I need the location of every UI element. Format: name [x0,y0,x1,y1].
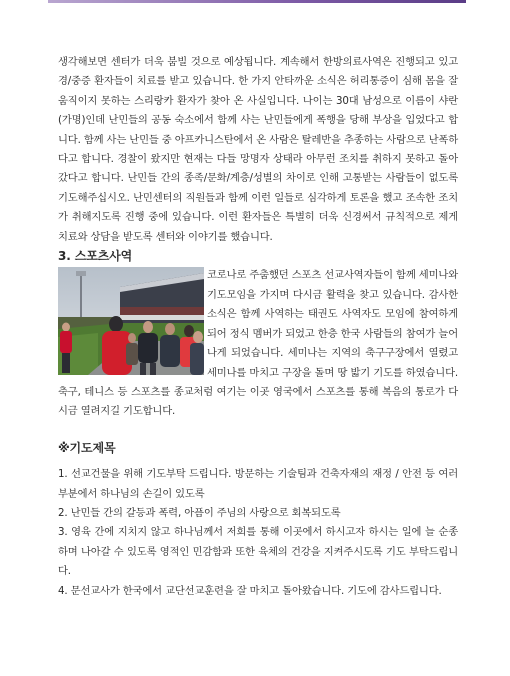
newsletter-page [58,53,458,601]
prayer-item: 2. 난민들 간의 갈등과 폭력, 아픔이 주님의 사랑으로 회복되도록 [58,506,341,519]
prayer-item: 3. 영육 간에 지치지 않고 하나님께서 저희를 통해 이곳에서 하시고자 하시는 일에 늘 순종하며 나아갈 수 있도록 영적인 민감함과 또한 육체의 건강을 지켜주시도록 기도 부탁드립니다. [58,526,458,578]
sports-paragraph: 코로나로 주춤했던 스포츠 선교사역자들이 함께 세미나와 기도모임을 가지며 다시금 활력을 찾고 있습니다. 감사한 소식은 함께 사역하는 태권도 사역자도 모임에 참여하게 되어 정식 멤버가 되었고 한층 한국 사람들의 참여가 늘어나게 되었습니다. 세미나는 지역의 축구구장에서 열렸고 세미나를 마치고 구장을 돌며 땅 밟기 기도를 하였습니다. 축구, 테니스 등 스포츠를 종교처럼 여기는 이곳 영국에서 스포츠를 통해 복음의 통로가 다시금 열려지길 기도합니다. [58,269,458,418]
prayer-item: 4. 문선교사가 한국에서 교단선교훈련을 잘 마치고 돌아왔습니다. 기도에 감사드립니다. [58,584,442,597]
prayer-requests-list [58,465,458,601]
header-accent-bar [48,0,466,3]
prayer-requests-title: ※기도제목 [58,440,116,455]
sports-section-heading: 3. 스포츠사역 [58,249,133,264]
sports-section [58,266,458,421]
football-stadium-photo [58,267,204,375]
intro-paragraph: 생각해보면 센터가 더욱 붐빌 것으로 예상됩니다. 계속해서 한방의료사역은 진행되고 있고 경/중증 환자들이 치료를 받고 있습니다. 한 가지 안타까운 소식은 허리통증이 심해 몸을 잘 움직이지 못하는 스리랑카 환자가 찾아 온 사실입니다. 나이는 30대 남성으로 이름이 샤란(가명)인데 난민들의 공동 숙소에서 함께 사는 난민들에게 폭행을 당해 부상을 입었다고 합니다. 함께 사는 난민들 중 아프카니스탄에서 온 사람은 탈레반을 추종하는 사람으로 난폭하다고 합니다. 경찰이 왔지만 현재는 다들 망명자 상태라 아무런 조치를 취하지 못하고 돌아갔다고 합니다. 난민들 간의 종족/문화/계층/성별의 차이로 인해 고통받는 사람들이 없도록 기도해주십시오. 난민센터의 직원들과 함께 이런 일들로 심각하게 토론을 했고 조속한 조치가 취해지도록 진행 중에 있습니다. 이런 환자들은 특별히 더욱 신경써서 규칙적으로 제게 치료와 상담을 받도록 센터와 이야기를 했습니다. [58,56,458,243]
prayer-item: 1. 선교건물을 위해 기도부탁 드립니다. 방문하는 기술팀과 건축자재의 재정 / 안전 등 여러 부분에서 하나님의 손길이 있도록 [58,468,458,500]
